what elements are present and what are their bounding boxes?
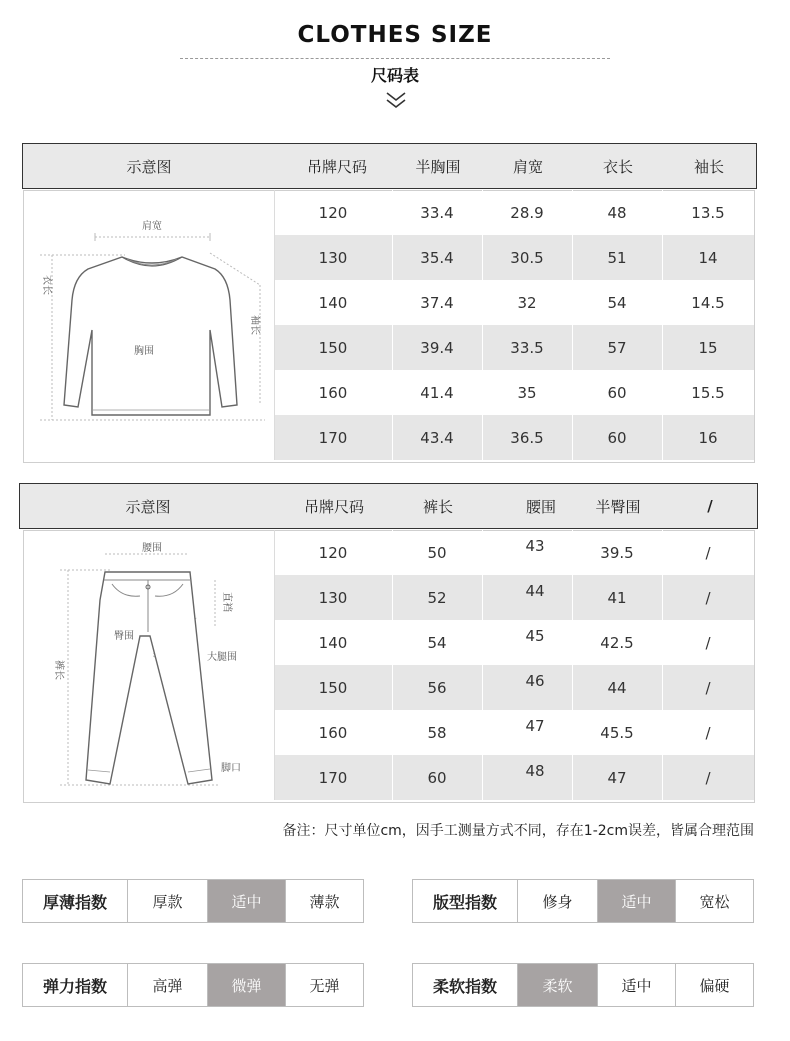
cell-shoulder: 35 — [517, 383, 537, 402]
cell-shoulder: 28.9 — [510, 203, 544, 222]
title-divider — [180, 58, 610, 59]
col-shoulder: 肩宽 — [512, 157, 543, 176]
cell-empty: / — [705, 588, 711, 607]
table-row — [274, 370, 754, 415]
cell-half-chest: 39.4 — [420, 338, 454, 357]
index-option: 高弹 — [127, 964, 207, 1006]
cell-shoulder: 33.5 — [510, 338, 544, 357]
col-diagram: 示意图 — [126, 157, 172, 176]
index-option: 偏硬 — [675, 964, 753, 1006]
index-option: 厚款 — [127, 880, 207, 922]
column-divider — [274, 530, 275, 800]
cell-half-chest: 33.4 — [420, 203, 454, 222]
chevron-down-icon — [384, 90, 408, 110]
cell-sleeve: 15 — [698, 338, 718, 357]
table-row — [274, 575, 754, 620]
index-label: 柔软指数 — [432, 976, 497, 996]
cell-empty: / — [705, 543, 711, 562]
index-option: 宽松 — [675, 880, 753, 922]
cell-pants-length: 56 — [427, 678, 447, 697]
cell-empty: / — [705, 633, 711, 652]
top-table-header — [22, 143, 757, 189]
cell-sleeve: 14 — [698, 248, 718, 267]
col-sleeve: 袖长 — [693, 157, 724, 176]
cell-half-chest: 43.4 — [420, 428, 454, 447]
column-divider — [482, 530, 483, 800]
cell-half-hip: 39.5 — [600, 543, 634, 562]
col-diagram: 示意图 — [125, 497, 171, 516]
column-divider — [392, 190, 393, 460]
cell-length: 60 — [607, 383, 627, 402]
cell-size: 130 — [318, 248, 348, 267]
cell-size: 150 — [318, 678, 348, 697]
hem-label: 脚口 — [221, 763, 241, 774]
col-half-hip: 半臀围 — [595, 497, 641, 516]
cell-half-chest: 35.4 — [420, 248, 454, 267]
index-label: 厚薄指数 — [42, 892, 107, 912]
hip-label: 臀围 — [114, 631, 134, 642]
table-row — [274, 620, 754, 665]
cell-half-chest: 37.4 — [420, 293, 454, 312]
col-empty: / — [707, 497, 713, 515]
column-divider — [392, 530, 393, 800]
cell-waist: 43 — [525, 537, 545, 555]
table-row — [274, 710, 754, 755]
pants-diagram — [40, 540, 270, 790]
thigh-label: 大腿围 — [207, 652, 237, 663]
cell-size: 140 — [318, 633, 348, 652]
thickness-index — [22, 879, 364, 923]
cell-empty: / — [705, 678, 711, 697]
pants-length-label: 裤长 — [53, 660, 64, 680]
cell-waist: 47 — [525, 717, 545, 735]
cell-size: 170 — [318, 768, 348, 787]
index-option: 薄款 — [285, 880, 363, 922]
cell-pants-length: 50 — [427, 543, 447, 562]
index-option-selected: 适中 — [207, 880, 285, 922]
cell-half-hip: 42.5 — [600, 633, 634, 652]
table-row — [274, 325, 754, 370]
cell-waist: 48 — [525, 762, 545, 780]
fit-index — [412, 879, 754, 923]
column-divider — [572, 530, 573, 800]
size-note: 备注：尺寸单位cm，因手工测量方式不同，存在1-2cm误差，皆属合理范围 — [282, 823, 754, 839]
cell-half-hip: 47 — [607, 768, 627, 787]
sweater-diagram — [30, 205, 270, 430]
cell-size: 160 — [318, 383, 348, 402]
softness-index — [412, 963, 754, 1007]
cell-size: 170 — [318, 428, 348, 447]
elasticity-index — [22, 963, 364, 1007]
cell-size: 160 — [318, 723, 348, 742]
cell-size: 120 — [318, 543, 348, 562]
length-label: 衣长 — [41, 275, 52, 295]
index-option: 无弹 — [285, 964, 363, 1006]
cell-waist: 44 — [525, 582, 545, 600]
table-row — [274, 235, 754, 280]
cell-shoulder: 36.5 — [510, 428, 544, 447]
cell-pants-length: 58 — [427, 723, 447, 742]
cell-length: 54 — [607, 293, 627, 312]
cell-waist: 46 — [525, 672, 545, 690]
cell-sleeve: 16 — [698, 428, 718, 447]
table-row — [274, 755, 754, 800]
bottom-table-header — [19, 483, 758, 529]
col-waist: 腰围 — [525, 497, 556, 516]
cell-size: 130 — [318, 588, 348, 607]
page-subtitle: 尺码表 — [370, 66, 419, 85]
cell-length: 57 — [607, 338, 627, 357]
col-half-chest: 半胸围 — [415, 157, 461, 176]
col-pants-length: 裤长 — [422, 497, 453, 516]
column-divider — [482, 190, 483, 460]
cell-size: 140 — [318, 293, 348, 312]
cell-pants-length: 54 — [427, 633, 447, 652]
table-row — [274, 665, 754, 710]
col-tag-size: 吊牌尺码 — [303, 497, 364, 516]
cell-shoulder: 30.5 — [510, 248, 544, 267]
col-tag-size: 吊牌尺码 — [306, 157, 367, 176]
column-divider — [572, 190, 573, 460]
table-row — [274, 190, 754, 235]
cell-empty: / — [705, 723, 711, 742]
column-divider — [662, 530, 663, 800]
page-title: CLOTHES SIZE — [297, 22, 493, 48]
cell-length: 60 — [607, 428, 627, 447]
rise-label: 直裆 — [221, 592, 232, 612]
cell-length: 51 — [607, 248, 627, 267]
column-divider — [662, 190, 663, 460]
table-row — [274, 415, 754, 460]
index-option-selected: 微弹 — [207, 964, 285, 1006]
cell-sleeve: 15.5 — [691, 383, 725, 402]
cell-half-hip: 44 — [607, 678, 627, 697]
index-option: 适中 — [597, 964, 675, 1006]
shoulder-label: 肩宽 — [142, 221, 162, 232]
index-option-selected: 适中 — [597, 880, 675, 922]
index-label: 弹力指数 — [42, 976, 107, 996]
cell-waist: 45 — [525, 627, 545, 645]
cell-size: 150 — [318, 338, 348, 357]
cell-size: 120 — [318, 203, 348, 222]
table-row — [274, 280, 754, 325]
cell-half-hip: 41 — [607, 588, 627, 607]
index-option: 修身 — [517, 880, 597, 922]
waist-label: 腰围 — [142, 543, 162, 554]
column-divider — [274, 190, 275, 460]
cell-pants-length: 60 — [427, 768, 447, 787]
index-option-selected: 柔软 — [517, 964, 597, 1006]
cell-half-hip: 45.5 — [600, 723, 634, 742]
col-length: 衣长 — [602, 157, 633, 176]
index-label: 版型指数 — [432, 892, 497, 912]
cell-pants-length: 52 — [427, 588, 447, 607]
sleeve-label: 袖长 — [249, 315, 260, 335]
table-row — [274, 530, 754, 575]
cell-empty: / — [705, 768, 711, 787]
cell-half-chest: 41.4 — [420, 383, 454, 402]
chest-label: 胸围 — [134, 346, 154, 357]
cell-length: 48 — [607, 203, 627, 222]
cell-sleeve: 14.5 — [691, 293, 725, 312]
cell-sleeve: 13.5 — [691, 203, 725, 222]
cell-shoulder: 32 — [517, 293, 537, 312]
